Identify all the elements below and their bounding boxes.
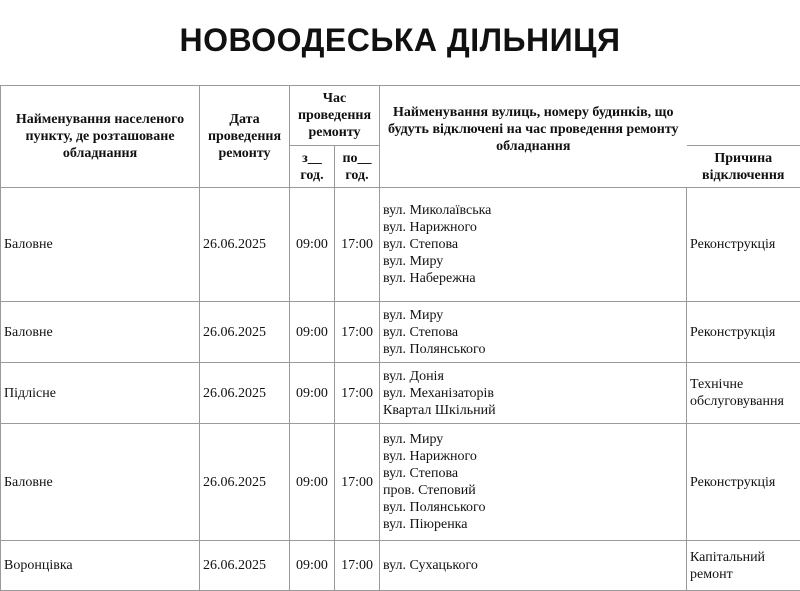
cell-date: 26.06.2025 [200, 541, 290, 591]
header-streets: Найменування вулиць, номеру будинків, що будуть відключені на час проведення ремонту обладнання [380, 86, 687, 188]
header-from: з__ год. [290, 146, 335, 188]
header-to: по__ год. [335, 146, 380, 188]
cell-reason: Реконструкція [687, 302, 800, 363]
cell-streets [380, 541, 687, 591]
cell-time-from: 09:00 [290, 424, 335, 541]
cell-time-to: 17:00 [335, 302, 380, 363]
cell-reason: Капітальний ремонт [687, 541, 800, 591]
cell-reason: Технічне обслуговування [687, 363, 800, 424]
street-item: вул. Полянського [383, 499, 683, 516]
street-item: вул. Набережна [383, 270, 683, 287]
street-item: вул. Степова [383, 324, 683, 341]
street-item: Квартал Шкільний [383, 402, 683, 419]
cell-streets [380, 363, 687, 424]
cell-time-to: 17:00 [335, 363, 380, 424]
cell-settlement: Баловне [1, 302, 200, 363]
cell-settlement: Воронцівка [1, 541, 200, 591]
street-item: вул. Миру [383, 307, 683, 324]
table-row [1, 541, 800, 591]
cell-date: 26.06.2025 [200, 302, 290, 363]
header-date: Дата проведення ремонту [200, 86, 290, 188]
street-item: пров. Степовий [383, 482, 683, 499]
table-row [1, 424, 800, 541]
street-item: вул. Нарижного [383, 219, 683, 236]
outage-table [0, 85, 800, 591]
cell-time-from: 09:00 [290, 363, 335, 424]
table-row [1, 302, 800, 363]
street-item: вул. Піюренка [383, 516, 683, 533]
header-reason: Причина відключення [687, 146, 800, 188]
cell-date: 26.06.2025 [200, 188, 290, 302]
table-row [1, 188, 800, 302]
header-blank [687, 86, 800, 146]
street-item: вул. Нарижного [383, 448, 683, 465]
street-item: вул. Механізаторів [383, 385, 683, 402]
street-item: вул. Миколаївська [383, 202, 683, 219]
street-item: вул. Полянського [383, 341, 683, 358]
street-item: вул. Степова [383, 236, 683, 253]
cell-settlement: Баловне [1, 424, 200, 541]
street-item: вул. Донія [383, 368, 683, 385]
header-time: Час проведення ремонту [290, 86, 380, 146]
cell-streets [380, 302, 687, 363]
street-item: вул. Миру [383, 431, 683, 448]
cell-settlement: Баловне [1, 188, 200, 302]
cell-time-from: 09:00 [290, 541, 335, 591]
table-row [1, 363, 800, 424]
cell-date: 26.06.2025 [200, 424, 290, 541]
street-item: вул. Сухацького [383, 557, 683, 574]
cell-streets [380, 188, 687, 302]
cell-date: 26.06.2025 [200, 363, 290, 424]
cell-time-from: 09:00 [290, 302, 335, 363]
page-title: НОВООДЕСЬКА ДІЛЬНИЦЯ [0, 22, 800, 59]
cell-reason: Реконструкція [687, 424, 800, 541]
header-settlement: Найменування населеного пункту, де розташоване обладнання [1, 86, 200, 188]
cell-time-to: 17:00 [335, 424, 380, 541]
cell-settlement: Підлісне [1, 363, 200, 424]
cell-time-from: 09:00 [290, 188, 335, 302]
street-item: вул. Степова [383, 465, 683, 482]
cell-reason: Реконструкція [687, 188, 800, 302]
cell-streets [380, 424, 687, 541]
cell-time-to: 17:00 [335, 188, 380, 302]
cell-time-to: 17:00 [335, 541, 380, 591]
street-item: вул. Миру [383, 253, 683, 270]
